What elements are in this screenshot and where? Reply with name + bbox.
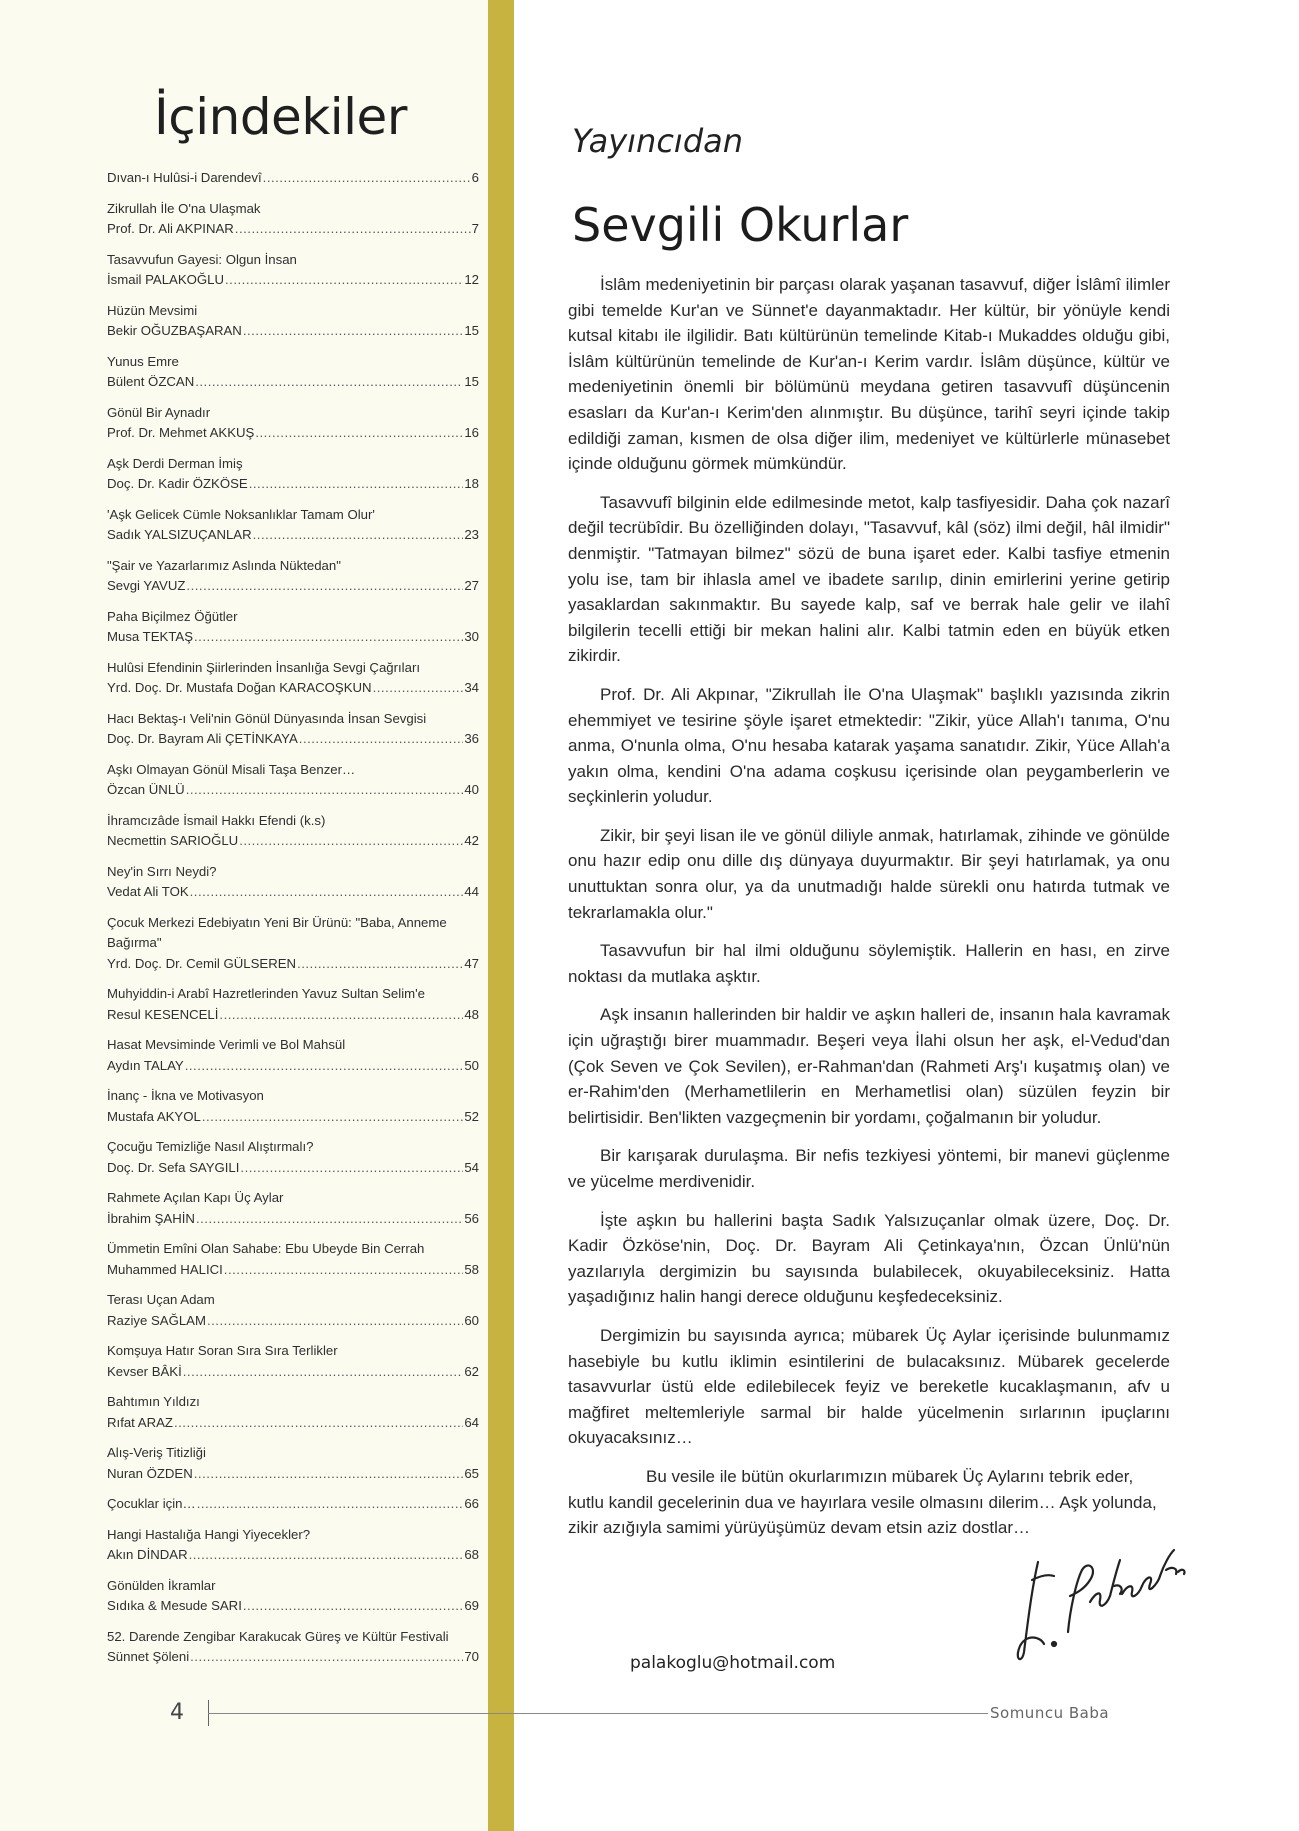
article-body [568,272,1170,1554]
toc-entry-title [107,862,479,883]
toc-page-number: 30 [464,629,479,644]
article-paragraph: Zikir, bir şeyi lisan ile ve gönül diliyle anmak, hatırlamak, zihinde ve gönülde onu hazır edip onu dille dış dünyaya duyurmaktır. Bir şeyi hatırlamak, ya onu unuttuktan sonra olur, ya da unutmadığı halde sürekli onu hatırda tutmak ve tekrarlamakla olur." [568,825,1170,922]
toc-entry-text: Yunus Emre [107,353,179,369]
toc-entry-byline [107,678,479,699]
toc-entry-title [107,607,479,628]
toc-entry-byline [107,831,479,852]
article-paragraph: Dergimizin bu sayısında ayrıca; mübarek Üç Aylar içerisinde bulunmamız hasebiyle bu kutlu iklimin esintilerini de bulacaksınız. Mübarek gecelerde tasavvurlar üstü elde edilebilecek feyiz ve bereketle kucaklaşmanın, afv u mağfiret meltemleriyle sarmal bir halde yücelmenin sırlarının ipuçlarını okuyacaksınız… [568,1325,1170,1448]
toc-entry-title [107,352,479,373]
toc-leader-dots [186,780,464,801]
toc-entry-title [107,984,479,1005]
toc-leader-dots [202,1107,464,1128]
toc-leader-dots [185,1056,464,1077]
toc-entry-text: Rahmete Açılan Kapı Üç Aylar [107,1190,284,1205]
toc-entry-text: Bülent ÖZCAN [107,374,195,389]
toc-entry-text: 'Aşk Gelicek Cümle Noksanlıklar Tamam Olur' [107,506,375,522]
toc-entry-byline [107,1647,479,1668]
toc-entry [107,454,479,495]
toc-entry-text: Mustafa AKYOL [107,1108,201,1124]
toc-page-number: 27 [464,578,479,593]
toc-entry-text: Doç. Dr. Kadir ÖZKÖSE [107,476,248,491]
toc-entry-byline [107,321,479,342]
toc-leader-dots [194,1464,464,1485]
toc-page-number: 23 [464,527,479,542]
toc-entry [107,1392,479,1433]
toc-page-number: 47 [464,955,479,971]
toc-entry-byline [107,270,479,291]
toc-page-number: 6 [471,170,479,185]
toc-entry-text: "Şair ve Yazarlarımız Aslında Nüktedan" [107,557,341,573]
toc-page-number: 66 [464,1496,479,1511]
toc-entry-text: Çocuklar için… [107,1496,196,1511]
toc-entry-text: Çocuk Merkezi Edebiyatın Yeni Bir Ürünü: "Baba, Anneme [107,914,447,930]
toc-entry-text: Musa TEKTAŞ [107,629,193,644]
toc-page-number: 54 [464,1159,479,1175]
toc-entry-byline [107,1005,479,1026]
toc-entry-title [107,556,479,577]
toc-entry-title [107,403,479,424]
toc-leader-dots [207,1311,463,1332]
toc-entry-text: Aşk Derdi Derman İmiş [107,455,243,471]
toc-page-number: 65 [464,1465,479,1481]
toc-entry-title [107,1576,479,1597]
toc-entry [107,1086,479,1127]
toc-entry-text: Aydın TALAY [107,1057,184,1073]
toc-entry [107,505,479,546]
toc-entry-text: 52. Darende Zengibar Karakucak Güreş ve Kültür Festivali [107,1628,449,1644]
toc-leader-dots [243,321,463,342]
toc-page-number: 40 [464,782,479,797]
toc-entry-title [107,1525,479,1546]
toc-entry-text: Necmettin SARIOĞLU [107,833,239,848]
toc-leader-dots [255,423,463,444]
toc-entry-title [107,250,479,271]
toc-entry-text: Kevser BÂKİ [107,1363,182,1379]
toc-entry-text: Yrd. Doç. Dr. Mustafa Doğan KARACOŞKUN [107,680,372,695]
toc-entry-title [107,1239,479,1260]
toc-entry-byline [107,1311,479,1332]
toc-entry-text: Zikrullah İle O'na Ulaşmak [107,200,261,216]
toc-entry [107,1494,479,1515]
toc-entry [107,1035,479,1076]
section-label: Yayıncıdan [572,122,744,160]
toc-page-number: 64 [464,1414,479,1430]
toc-entry-title [107,1392,479,1413]
toc-page-number: 15 [464,323,479,338]
toc-entry [107,1137,479,1178]
toc-entry-title [107,1137,479,1158]
toc-entry-byline [107,168,479,189]
toc-entry-text: Terası Uçan Adam [107,1292,215,1307]
toc-entry-text: Paha Biçilmez Öğütler [107,608,238,624]
toc-entry-text: Tasavvufun Gayesi: Olgun İnsan [107,251,297,267]
closing-paragraph: Bu vesile ile bütün okurlarımızın mübarek Üç Aylarını tebrik eder, kutlu kandil gecelerinin dua ve hayırlara vesile olmasını dilerim… Aşk yolunda, zikir azığıyla samimi yürüyüşümüz devam etsin aziz dostlar… [568,1466,1157,1538]
toc-entry-text: Gönül Bir Aynadır [107,404,211,420]
toc-entry-title [107,199,479,220]
toc-leader-dots [186,576,463,597]
toc-entry-byline [107,1494,479,1515]
toc-page-number: 69 [464,1598,479,1613]
toc-entry-text: Özcan ÜNLÜ [107,782,185,797]
toc-entry-title [107,1188,479,1209]
toc-page-number: 50 [464,1057,479,1073]
toc-leader-dots [224,1260,464,1281]
toc-page-number: 7 [471,221,479,236]
toc-entry-byline [107,1362,479,1383]
toc-entry-text: Bahtımın Yıldızı [107,1394,200,1409]
toc-entry-text: Alış-Veriş Titizliği [107,1445,206,1460]
toc-entry-byline [107,1107,479,1128]
toc-entry [107,1525,479,1566]
toc-entry [107,168,479,189]
toc-entry [107,760,479,801]
toc-entry-byline [107,1464,479,1485]
toc-leader-dots [240,1158,463,1179]
toc-page-number: 58 [464,1261,479,1277]
toc-entry-byline [107,219,479,240]
toc-leader-dots [196,1209,463,1230]
toc-entry-text: Muhammed HALICI [107,1261,223,1277]
toc-entry-title [107,1627,479,1648]
toc-entry-byline [107,954,479,975]
toc-entry-text: Doç. Dr. Sefa SAYGILI [107,1159,240,1175]
article-paragraph: Tasavvufî bilginin elde edilmesinde metot, kalp tasfiyesidir. Daha çok nazarî değil tecrübîdir. Bu özelliğinden dolayı, "Tasavvuf, kâl (söz) ilmi değil, hâl ilmidir" denmiştir. "Tatmayan bilmez" sözü de buna işaret eder. Kalbi tasfiye etmenin yolu ise, tam bir ihlasla amel ve ibadete sarılıp, dinin emirlerini yerine getirip yasaklardan sakınmaktır. Bu sayede kalp, saf ve berrak hale gelir ve ilahî bilgilerin tecelli ettiği bir mekan halini alır. Kalbi tatmin eden en büyük etken zikirdir. [568,492,1170,666]
toc-page-number: 62 [464,1363,479,1379]
toc-entry-text: İhramcızâde İsmail Hakkı Efendi (k.s) [107,812,326,828]
toc-leader-dots [299,729,464,750]
toc-entry [107,607,479,648]
toc-entry-text: Rıfat ARAZ [107,1414,173,1430]
toc-entry [107,1239,479,1280]
article-paragraph: İşte aşkın bu hallerini başta Sadık Yalsızuçanlar olmak üzere, Doç. Dr. Kadir Özköse'nin, Doç. Dr. Bayram Ali Çetinkaya'nın, Özcan Ünlü'nün yazılarıyla dergimizin bu sayısında bulabilecek, okuyabileceksiniz. Hatta yaşadığınız halin hangi derece olduğunu keşfedeceksiniz. [568,1210,1170,1307]
email-address: palakoglu@hotmail.com [630,1653,836,1673]
toc-entry-byline [107,1158,479,1179]
toc-entry-text: İsmail PALAKOĞLU [107,272,225,287]
toc-entry-byline [107,1056,479,1077]
article-paragraph: Bir karışarak durulaşma. Bir nefis tezkiyesi yöntemi, bir manevi güçlenme ve yücelme merdivenidir. [568,1146,1170,1191]
toc-page-number: 52 [464,1108,479,1124]
toc-page-number: 56 [464,1210,479,1226]
toc-leader-dots [263,168,471,189]
toc-entry-text: Sıdıka & Mesude SARI [107,1598,242,1613]
page-number: 4 [170,1700,184,1725]
toc-entry [107,1290,479,1331]
toc-entry-text: Sadık YALSIZUÇANLAR [107,527,252,542]
toc-entry-text: Hulûsi Efendinin Şiirlerinden İnsanlığa Sevgi Çağrıları [107,659,421,675]
toc-leader-dots [195,372,463,393]
toc-entry-title [107,505,479,526]
toc-entry [107,301,479,342]
toc-entry-text: Hangi Hastalığa Hangi Yiyecekler? [107,1526,311,1542]
toc-entry-title [107,454,479,475]
article-paragraph: Aşk insanın hallerinden bir haldir ve aşkın halleri de, insanın hala kavramak için uğraştığı birer muammadır. Beşeri veya İlahi olsun her aşk, el-Vedud'dan (Çok Seven ve Çok Sevilen), er-Rahman'dan (Rahmeti Arş'ı kuşatmış olan) ve er-Rahim'den (Merhametlilerin en Merhametlisi olan) süzülen feyzin bir belirtisidir. Ben'likten vazgeçmenin bir yordamı, çoğalmanın bir yoludur. [568,1005,1170,1127]
toc-page-number: 48 [464,1006,479,1022]
toc-page-number: 68 [464,1547,479,1562]
accent-bar [488,0,514,1831]
toc-entry [107,913,479,975]
toc-leader-dots [219,1005,463,1026]
toc-leader-dots [189,1545,464,1566]
toc-entry-title [107,301,479,322]
toc-entry-text: Resul KESENCELİ [107,1006,219,1022]
toc-entry-text: Bekir OĞUZBAŞARAN [107,323,242,338]
toc-entry [107,199,479,240]
toc-entry-byline [107,1596,479,1617]
toc-entry [107,556,479,597]
toc-entry-text: Hasat Mevsiminde Verimli ve Bol Mahsül [107,1037,346,1052]
toc-entry-byline [107,474,479,495]
toc-page-number: 42 [464,833,479,848]
toc-entry-byline [107,525,479,546]
toc-entry [107,352,479,393]
toc-title: İçindekiler [154,88,407,146]
toc-entry [107,1576,479,1617]
toc-leader-dots [194,627,463,648]
toc-page-number: 15 [464,374,479,389]
toc-page-number: 12 [464,272,479,287]
toc-page-number: 70 [464,1649,479,1664]
toc-leader-dots [190,882,464,903]
toc-entry-title [107,1443,479,1464]
toc-entry-text: Çocuğu Temizliğe Nasıl Alıştırmalı? [107,1139,314,1154]
toc-entry-text: Doç. Dr. Bayram Ali ÇETİNKAYA [107,731,298,746]
toc-entry-title [107,760,479,781]
toc-entry-text: Komşuya Hatır Soran Sıra Sıra Terlikler [107,1343,338,1358]
toc-entry-byline [107,372,479,393]
toc-entry-text: İnanç - İkna ve Motivasyon [107,1088,264,1103]
toc-leader-dots [235,219,471,240]
toc-leader-dots [197,1494,464,1515]
footer-rule [208,1713,988,1714]
toc-entry-text: Hüzün Mevsimi [107,302,198,318]
toc-entry-byline [107,576,479,597]
toc-entry-byline [107,1413,479,1434]
toc-entry [107,658,479,699]
toc-leader-dots [243,1596,463,1617]
toc-entry-byline [107,423,479,444]
toc-entry [107,1188,479,1229]
toc-leader-dots [297,954,463,975]
toc-entry-title [107,1035,479,1056]
toc-entry-text: Nuran ÖZDEN [107,1465,193,1481]
toc-entry [107,403,479,444]
toc-entry-text: Ney'in Sırrı Neydi? [107,863,217,879]
toc-entry-text: Gönülden İkramlar [107,1577,216,1593]
toc-leader-dots [190,1647,463,1668]
toc-page-number: 18 [464,476,479,491]
toc-page-number: 36 [464,731,479,746]
toc-leader-dots [183,1362,464,1383]
article-title: Sevgili Okurlar [572,198,909,252]
article-paragraph: İslâm medeniyetinin bir parçası olarak yaşanan tasavvuf, diğer İslâmî ilimler gibi temelde Kur'an ve Sünnet'e dayanmaktadır. Her kültür, bir yönüyle kendi kutsal kitabı ile ilgilidir. Batı kültürünün temelinde Kitab-ı Mukaddes olduğu gibi, İslâm kültürünün temelinde de Kur'an-ı Kerim vardır. İslâm düşünce, kültür ve medeniyetinin önemli bir bölümünü meydana getiren tasavvufî düşüncenin esasları da Kur'an-ı Kerim'den alınmıştır. Bu düşünce, tarihî seyri içinde takip edildiği zaman, kısmen de olsa diğer ilim, medeniyet ve kültürlerle münasebet içinde olduğunu görmek mümkündür. [568,275,1170,474]
toc-entry-byline [107,1260,479,1281]
toc-leader-dots [225,270,463,291]
toc-entry [107,250,479,291]
magazine-name: Somuncu Baba [990,1704,1110,1722]
toc-entry-title [107,709,479,730]
toc-entry-title [107,1086,479,1107]
toc-entry [107,811,479,852]
toc-entry [107,1443,479,1484]
toc-entry-byline [107,882,479,903]
toc-entry-text: Vedat Ali TOK [107,884,189,899]
toc-entry-title [107,933,479,954]
toc-entry-byline [107,729,479,750]
toc-entry-text: Prof. Dr. Mehmet AKKUŞ [107,425,255,440]
toc-entry-text: Sevgi YAVUZ [107,578,186,593]
toc-entry-title [107,811,479,832]
toc-entry-byline [107,780,479,801]
toc-entry [107,984,479,1025]
toc-page-number: 60 [464,1312,479,1328]
toc-entry-text: Aşkı Olmayan Gönül Misali Taşa Benzer… [107,761,356,777]
toc-entry-title [107,913,479,934]
toc-leader-dots [239,831,463,852]
toc-page-number: 44 [464,884,479,899]
article-paragraph: Prof. Dr. Ali Akpınar, "Zikrullah İle O'na Ulaşmak" başlıklı yazısında zikrin ehemmiyet ve tesirine şöyle işaret etmektedir: "Zikir, yüce Allah'ı tanıma, O'nu anma, O'nunla olma, O'nu hesaba katarak yaşama sanatıdır. Zikir, Yüce Allah'a yakın olma, kendini O'na adama coşkusu içerisinde olan peygamberlerin ve seçkinlerin yoludur. [568,684,1170,807]
toc-leader-dots [253,525,464,546]
toc-entry-title [107,1341,479,1362]
toc-entry [107,1341,479,1382]
toc-entry-byline [107,627,479,648]
toc-page-number: 16 [464,425,479,440]
signature-image [1010,1540,1190,1670]
toc-leader-dots [174,1413,463,1434]
toc-entry-byline [107,1209,479,1230]
toc-entry-text: Akın DİNDAR [107,1547,188,1562]
toc-entry-text: Muhyiddin-i Arabî Hazretlerinden Yavuz Sultan Selim'e [107,986,425,1001]
article-paragraph: Tasavvufun bir hal ilmi olduğunu söylemiştik. Hallerin en hası, en zirve noktası da mutlaka aşktır. [568,941,1170,986]
toc-entry-text: Raziye SAĞLAM [107,1312,206,1328]
toc-entry-text: Prof. Dr. Ali AKPINAR [107,221,234,236]
toc-entry [107,862,479,903]
toc-list [107,168,479,1678]
toc-entry-text: Dıvan-ı Hulûsi-i Darendevî [107,170,262,185]
toc-entry-text: Sünnet Şöleni [107,1649,190,1664]
toc-page-number: 34 [464,680,479,695]
toc-entry-text: Hacı Bektaş-ı Veli'nin Gönül Dünyasında İnsan Sevgisi [107,710,427,726]
toc-entry-text: Yrd. Doç. Dr. Cemil GÜLSEREN [107,955,297,971]
toc-entry [107,1627,479,1668]
toc-entry-text: Bağırma" [107,935,162,950]
toc-entry-text: İbrahim ŞAHİN [107,1210,195,1226]
toc-leader-dots [249,474,464,495]
toc-entry-byline [107,1545,479,1566]
toc-entry [107,709,479,750]
toc-entry-text: Ümmetin Emîni Olan Sahabe: Ebu Ubeyde Bin Cerrah [107,1241,425,1256]
toc-entry-title [107,1290,479,1311]
toc-leader-dots [373,678,464,699]
toc-entry-title [107,658,479,679]
